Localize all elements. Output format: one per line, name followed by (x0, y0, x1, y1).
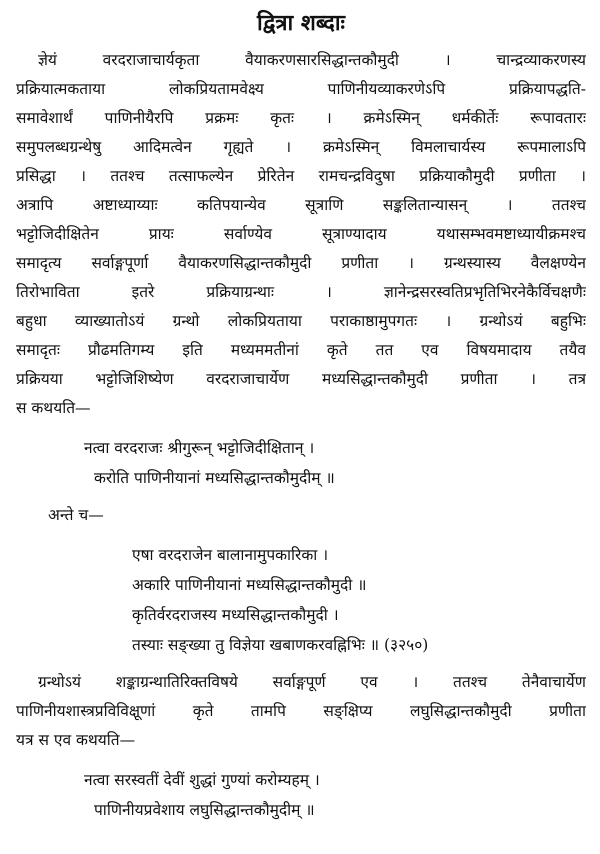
paragraph-line: पाणिनीयशास्त्रप्रविविक्षूणां कृते तामपि सङ्क्षिप्य लघुसिद्धान्तकौमुदी प्रणीता (16, 702, 586, 720)
paragraph-line: यत्र स एव कथयति— (16, 731, 136, 749)
verse-opening (16, 433, 586, 493)
paragraph-line: समुपलब्धग्रन्थेषु आदिमत्वेन गृह्यते । क्रमेऽस्मिन् विमलाचार्यस्य रूपमालाऽपि (16, 138, 586, 156)
verse-line: कृतिर्वरदराजस्य मध्यसिद्धान्तकौमुदी । (132, 606, 339, 624)
paragraph-intro (16, 46, 586, 423)
verse-line: नत्वा सरस्वतीं देवीं शुद्धां गुण्यां करोम्यहम् । (84, 771, 320, 789)
paragraph-laghu (16, 668, 586, 755)
paragraph-line: अत्रापि अष्टाध्याय्याः कतिपयान्येव सूत्राणि सङ्कलितान्यासन् । ततश्च (16, 196, 586, 214)
verse-line: एषा वरदराजेन बालानामुपकारिका । (132, 546, 329, 564)
page-title: द्वित्रा शब्दाः (257, 10, 345, 36)
verse-closing (16, 540, 586, 660)
paragraph-line: प्रक्रियात्मकताया लोकप्रियतामवेक्ष्य पाणिनीयव्याकरणेऽपि प्रक्रियापद्धति- (16, 80, 586, 98)
paragraph-line: ग्रन्थोऽयं शङ्काग्रन्थातिरिक्तविषये सर्वाङ्गपूर्ण एव । ततश्च तेनैवाचार्येण (38, 673, 586, 691)
verse-line: पाणिनीयप्रवेशाय लघुसिद्धान्तकौमुदीम् ॥ (94, 801, 315, 819)
verse-line: तस्याः सङ्ख्या तु विज्ञेया खबाणकरवह्निभिः ॥ (३२५०) (132, 636, 429, 654)
verse-laghu (16, 765, 586, 825)
paragraph-line: समावेशार्थं पाणिनीयैरपि प्रक्रमः कृतः । क्रमेऽस्मिन् धर्मकीर्तेः रूपावतारः (16, 109, 586, 127)
paragraph-line: ज्ञेयं वरदराजाचार्यकृता वैयाकरणसारसिद्धान्तकौमुदी । चान्द्रव्याकरणस्य (38, 51, 586, 69)
verse-line: अकारि पाणिनीयानां मध्यसिद्धान्तकौमुदी ॥ (132, 576, 367, 594)
paragraph-line: समादृत्य सर्वाङ्गपूर्णा वैयाकरणसिद्धान्तकौमुदी प्रणीता । ग्रन्थस्यास्य वैलक्षण्येन (16, 254, 586, 272)
ante-cha-label: अन्ते च— (48, 506, 104, 524)
verse-line: नत्वा वरदराजः श्रीगुरून् भट्टोजिदीक्षितान् । (84, 439, 315, 457)
paragraph-line: तिरोभाविता इतरे प्रक्रियाग्रन्थाः । ज्ञानेन्द्रसरस्वतिप्रभृतिभिरनेकैर्विचक्षणैः (16, 283, 586, 301)
verse-line: करोति पाणिनीयानां मध्यसिद्धान्तकौमुदीम् ॥ (94, 469, 335, 487)
paragraph-line: समादृतः प्रौढमतिगम्य इति मध्यममतीनां कृते तत एव विषयमादाय तयैव (16, 341, 586, 359)
paragraph-line: प्रक्रियया भट्टोजिशिष्येण वरदराजाचार्येण मध्यसिद्धान्तकौमुदी प्रणीता । तत्र (16, 370, 586, 388)
paragraph-line: भट्टोजिदीक्षितेन प्रायः सर्वाण्येव सूत्राण्यादाय यथासम्भवमष्टाध्यायीक्रमश्च (16, 225, 586, 243)
paragraph-line: स कथयति— (16, 399, 91, 417)
paragraph-line: बहुधा व्याख्यातोऽयं ग्रन्थो लोकप्रियताया पराकाष्ठामुपगतः । ग्रन्थोऽयं बहुभिः (16, 312, 586, 330)
paragraph-line: प्रसिद्धा । ततश्च तत्साफल्येन प्रेरितेन रामचन्द्रविदुषा प्रक्रियाकौमुदी प्रणीता । (16, 167, 586, 185)
